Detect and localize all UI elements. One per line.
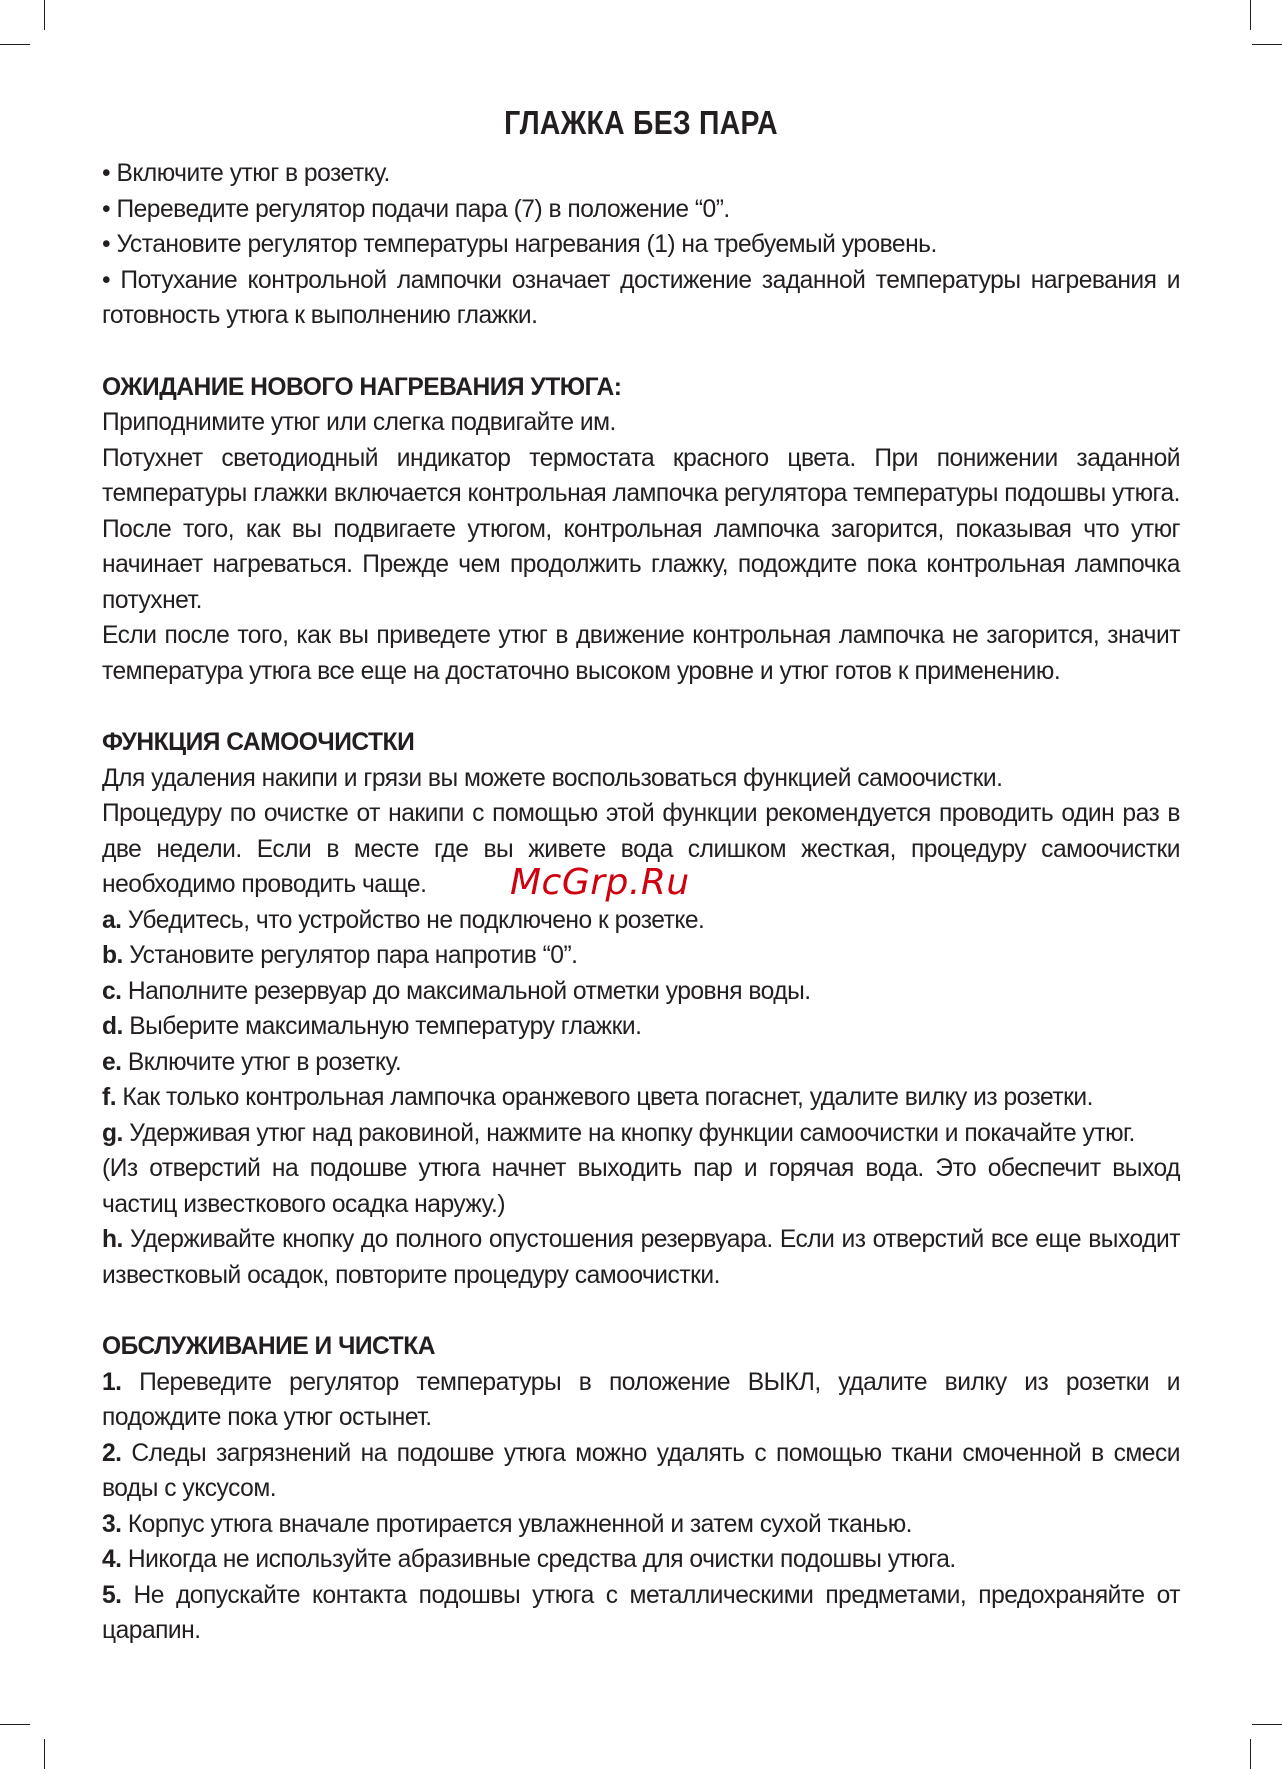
section-heading: ОБСЛУЖИВАНИЕ И ЧИСТКА <box>102 1333 435 1360</box>
paragraph: Потухнет светодиодный индикатор термостата красного цвета. При понижении заданной температуры глажки включается контрольная лампочка регулятора температуры подошвы утюга. После того, как вы подвигаете утюгом, контрольная лампочка загорится, показывая что утюг начинает нагреваться. Прежде чем продолжить глажку, подождите пока контрольная лампочка потухнет. <box>102 444 1180 614</box>
watermark: McGrp.Ru <box>510 862 690 903</box>
section-heading: ОЖИДАНИЕ НОВОГО НАГРЕВАНИЯ УТЮГА: <box>102 373 622 401</box>
intro-line: • Переведите регулятор подачи пара (7) в положение “0”. <box>102 195 730 223</box>
step-text: Удерживайте кнопку до полного опустошения резервуара. Если из отверстий все еще выходит известковый осадок, повторите процедуру самоочистки. <box>102 1226 1180 1289</box>
step-marker: e. <box>102 1048 122 1076</box>
paragraph: Приподнимите утюг или слегка подвигайте им. <box>102 409 616 436</box>
step-item <box>102 1436 1180 1507</box>
step-marker: g. <box>102 1119 123 1147</box>
paragraph: Если после того, как вы приведете утюг в движение контрольная лампочка не загорится, значит температура утюга все еще на достаточно высоком уровне и утюг готов к применению. <box>102 622 1180 685</box>
intro-line: • Установите регулятор температуры нагревания (1) на требуемый уровень. <box>102 231 937 258</box>
step-marker: d. <box>102 1013 123 1040</box>
step-note: (Из отверстий на подошве утюга начнет выходить пар и горячая вода. Это обеспечит выход частиц известкового осадка наружу.) <box>102 1155 1180 1218</box>
step-item <box>102 1578 1180 1649</box>
step-item <box>102 1507 1180 1543</box>
crop-mark <box>44 1739 45 1769</box>
step-marker: 3. <box>102 1510 122 1538</box>
crop-mark <box>1250 1739 1251 1769</box>
crop-mark <box>1250 0 1251 30</box>
crop-mark <box>0 44 30 45</box>
crop-mark <box>1252 1724 1282 1725</box>
step-marker: 4. <box>102 1546 122 1573</box>
step-text: Следы загрязнений на подошве утюга можно удалять с помощью ткани смоченной в смеси воды с уксусом. <box>102 1439 1180 1502</box>
paragraph: Для удаления накипи и грязи вы можете воспользоваться функцией самоочистки. <box>102 764 1003 792</box>
step-item <box>102 1542 1180 1578</box>
step-text: Установите регулятор пара напротив “0”. <box>122 942 578 969</box>
step-text: Как только контрольная лампочка оранжевого цвета погаснет, удалите вилку из розетки. <box>116 1084 1093 1111</box>
step-text: Никогда не используйте абразивные средства для очистки подошвы утюга. <box>121 1546 956 1573</box>
step-text: Не допускайте контакта подошвы утюга с металлическими предметами, предохраняйте от царапин. <box>102 1581 1180 1644</box>
intro-line: • Включите утюг в розетку. <box>102 160 390 187</box>
step-item <box>102 1080 1180 1116</box>
step-marker: h. <box>102 1226 123 1253</box>
step-marker: 2. <box>102 1439 122 1467</box>
crop-mark <box>44 0 45 30</box>
step-item <box>102 1045 1180 1081</box>
step-marker: f. <box>102 1084 117 1111</box>
paragraph: Процедуру по очистке от накипи с помощью этой функции рекомендуется проводить один раз в две недели. Если в месте где вы живете вода слишком жесткая, процедуру самоочистки необходимо проводить чаще. <box>102 800 1180 898</box>
intro-line: • Потухание контрольной лампочки означает достижение заданной температуры нагревания и готовность утюга к выполнению глажки. <box>102 266 1180 329</box>
step-item <box>102 974 1180 1010</box>
care-section <box>102 1329 1180 1649</box>
page-title: ГЛАЖКА БЕЗ ПАРА <box>504 104 778 141</box>
step-marker: 5. <box>102 1581 122 1609</box>
step-text: Переведите регулятор температуры в положение ВЫКЛ, удалите вилку из розетки и подождите пока утюг остынет. <box>102 1368 1180 1431</box>
intro-section <box>102 156 1180 334</box>
selfclean-section <box>102 725 1180 1293</box>
step-item <box>102 1116 1180 1152</box>
step-item <box>102 1009 1180 1045</box>
step-text: Наполните резервуар до максимальной отметки уровня воды. <box>121 977 811 1005</box>
step-marker: c. <box>102 977 122 1005</box>
step-item <box>102 938 1180 974</box>
section-heading: ФУНКЦИЯ САМООЧИСТКИ <box>102 729 415 756</box>
step-marker: b. <box>102 942 123 969</box>
step-marker: 1. <box>102 1368 122 1396</box>
step-item <box>102 1365 1180 1436</box>
step-text: Убедитесь, что устройство не подключено к розетке. <box>121 906 705 934</box>
step-item <box>102 1222 1180 1293</box>
step-text: Корпус утюга вначале протирается увлажненной и затем сухой тканью. <box>121 1510 912 1538</box>
step-text: Включите утюг в розетку. <box>121 1048 402 1076</box>
step-text: Выберите максимальную температуру глажки. <box>122 1013 642 1040</box>
step-marker: a. <box>102 906 122 934</box>
reheat-section <box>102 370 1180 690</box>
crop-mark <box>1252 44 1282 45</box>
step-item <box>102 903 1180 939</box>
crop-mark <box>0 1724 30 1725</box>
step-text: Удерживая утюг над раковиной, нажмите на кнопку функции самоочистки и покачайте утюг. <box>122 1119 1135 1147</box>
